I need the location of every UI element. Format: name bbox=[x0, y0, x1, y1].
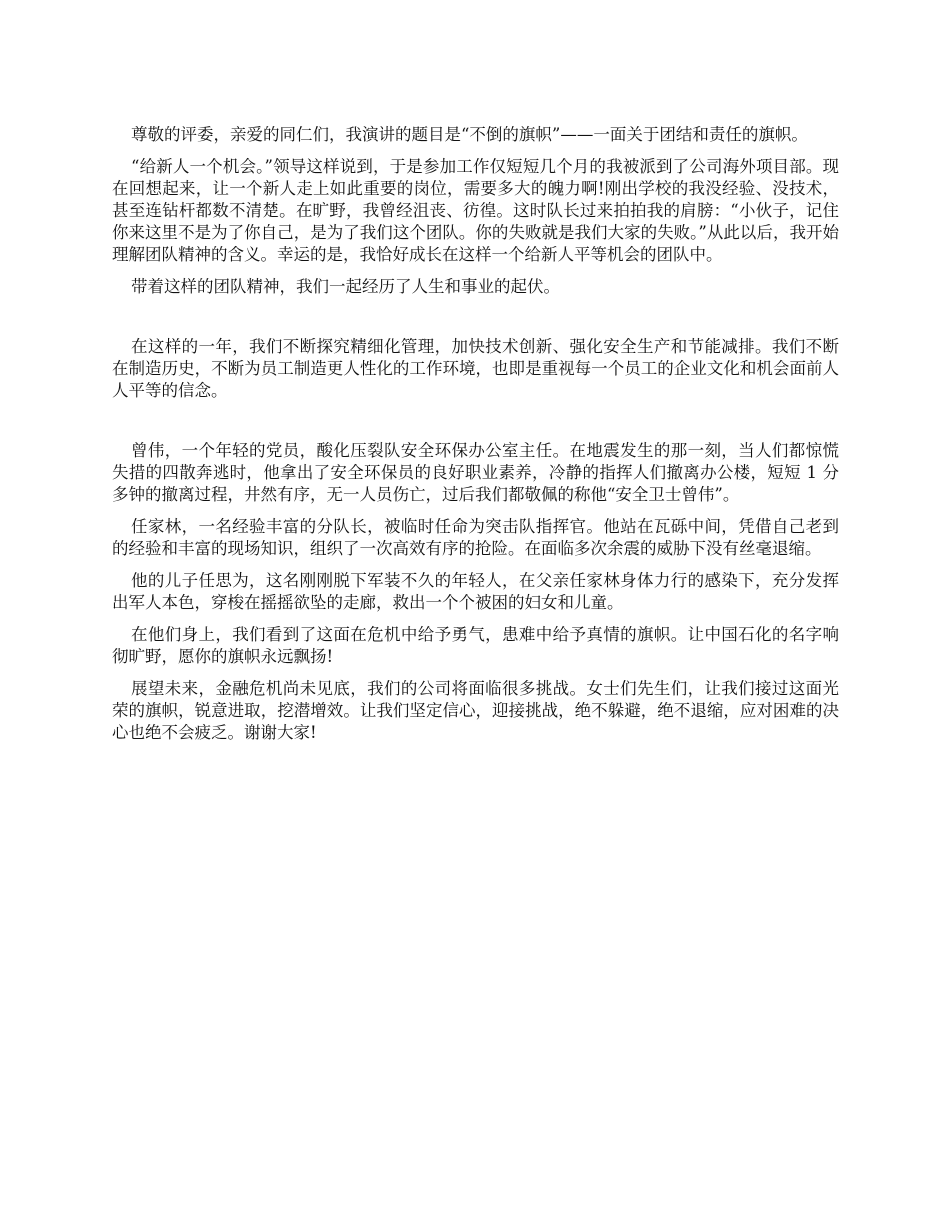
paragraph-closing: 展望未来，金融危机尚未见底，我们的公司将面临很多挑战。女士们先生们，让我们接过这面光荣的旗帜，锐意进取，挖潜增效。让我们坚定信心，迎接挑战，绝不躲避，绝不退缩，应对困难的决心也绝不会疲乏。谢谢大家! bbox=[112, 679, 839, 742]
paragraph-banner: 在他们身上，我们看到了这面在危机中给予勇气，患难中给予真情的旗帜。让中国石化的名字响彻旷野，愿你的旗帜永远飘扬! bbox=[112, 625, 839, 666]
paragraph-ren-siwei: 他的儿子任思为，这名刚刚脱下军装不久的年轻人，在父亲任家林身体力行的感染下，充分发挥出军人本色，穿梭在摇摇欲坠的走廊，救出一个个被困的妇女和儿童。 bbox=[112, 571, 839, 612]
paragraph-management: 在这样的一年，我们不断探究精细化管理，加快技术创新、强化安全生产和节能减排。我们不断在制造历史，不断为员工制造更人性化的工作环境，也即是重视每一个员工的企业文化和机会面前人人平等的信念。 bbox=[112, 337, 839, 400]
paragraph-team-spirit: 带着这样的团队精神，我们一起经历了人生和事业的起伏。 bbox=[131, 277, 560, 296]
paragraph-zeng-wei: 曾伟，一个年轻的党员，酸化压裂队安全环保办公室主任。在地震发生的那一刻，当人们都惊慌失措的四散奔逃时，他拿出了安全环保员的良好职业素养，冷静的指挥人们撤离办公楼，短短 1 分多钟的撤离过程，井然有序，无一人员伤亡，过后我们都敬佩的称他“安全卫士曾伟”。 bbox=[112, 441, 839, 504]
paragraph-opening: 尊敬的评委，亲爱的同仁们，我演讲的题目是“不倒的旗帜”——一面关于团结和责任的旗帜。 bbox=[131, 125, 808, 144]
paragraph-ren-jialin: 任家林，一名经验丰富的分队长，被临时任命为突击队指挥官。他站在瓦砾中间，凭借自己老到的经验和丰富的现场知识，组织了一次高效有序的抢险。在面临多次余震的威胁下没有丝毫退缩。 bbox=[112, 517, 839, 558]
paragraph-new-member-story: “给新人一个机会。”领导这样说到，于是参加工作仅短短几个月的我被派到了公司海外项目部。现在回想起来，让一个新人走上如此重要的岗位，需要多大的魄力啊!刚出学校的我没经验、没技术，甚至连钻杆都数不清楚。在旷野，我曾经沮丧、彷徨。这时队长过来拍拍我的肩膀：“小伙子，记住你来这里不是为了你自己，是为了我们这个团队。你的失败就是我们大家的失败。”从此以后，我开始理解团队精神的含义。幸运的是，我恰好成长在这样一个给新人平等机会的团队中。 bbox=[112, 157, 839, 264]
document-body bbox=[112, 124, 839, 754]
